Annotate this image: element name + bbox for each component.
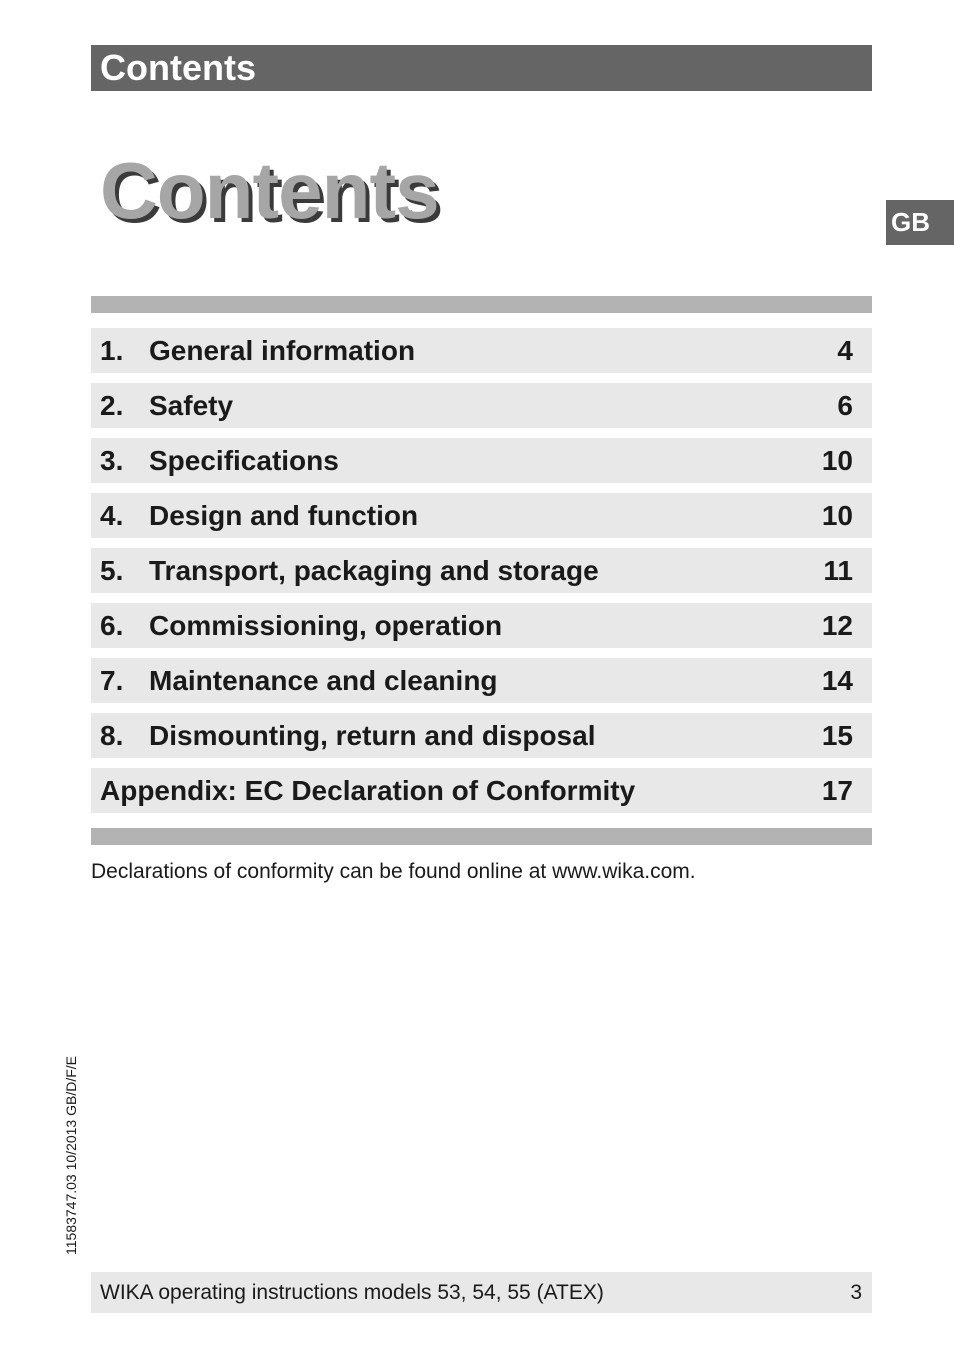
language-tab[interactable] — [886, 200, 954, 245]
toc-title: Transport, packaging and storage — [149, 555, 599, 586]
language-tab-label: GB — [891, 207, 930, 237]
page-footer — [91, 1272, 872, 1313]
toc-number: 1. — [100, 335, 124, 366]
toc-page-number: 14 — [821, 665, 853, 696]
toc-title: Specifications — [149, 445, 339, 476]
toc-row-design-and-function[interactable] — [91, 493, 872, 538]
document-code: 11583747.03 10/2013 GB/D/F/E — [63, 1056, 79, 1255]
toc-number: 2. — [100, 390, 124, 421]
toc-title: Commissioning, operation — [149, 610, 503, 641]
toc-top-rule — [91, 296, 872, 313]
section-header-title: Contents — [100, 47, 256, 88]
toc-title: Safety — [149, 390, 234, 421]
toc-bottom-rule — [91, 828, 872, 845]
conformity-note: Declarations of conformity can be found online at www.wika.com. — [91, 860, 696, 883]
toc-title: Dismounting, return and disposal — [149, 720, 596, 751]
toc-number: 3. — [100, 445, 124, 476]
toc-page-number: 11 — [823, 555, 853, 586]
toc-row-general-information[interactable] — [91, 328, 872, 373]
toc-title: Maintenance and cleaning — [149, 665, 498, 696]
toc-page-number: 15 — [821, 720, 853, 751]
toc-number: 8. — [100, 720, 124, 751]
toc-page-number: 12 — [821, 610, 853, 641]
toc-row-safety[interactable] — [91, 383, 872, 428]
toc-number: 5. — [100, 555, 124, 586]
page-title: Contents — [100, 146, 439, 235]
toc-row-transport[interactable] — [91, 548, 872, 593]
toc-number: 6. — [100, 610, 124, 641]
table-of-contents — [91, 328, 872, 823]
toc-row-maintenance[interactable] — [91, 658, 872, 703]
toc-row-specifications[interactable] — [91, 438, 872, 483]
toc-row-appendix[interactable] — [91, 768, 872, 813]
toc-title: Appendix: EC Declaration of Conformity — [100, 775, 636, 806]
footer-text: WIKA operating instructions models 53, 54, 55 (ATEX) — [100, 1281, 604, 1304]
toc-page-number: 10 — [821, 445, 853, 476]
toc-page-number: 6 — [837, 390, 853, 421]
toc-number: 4. — [100, 500, 124, 531]
toc-row-dismounting[interactable] — [91, 713, 872, 758]
footer-page-number: 3 — [850, 1281, 862, 1304]
toc-title: Design and function — [149, 500, 419, 531]
toc-number: 7. — [100, 665, 124, 696]
toc-title: General information — [149, 335, 416, 366]
toc-page-number: 4 — [837, 335, 853, 366]
toc-page-number: 17 — [821, 775, 853, 806]
toc-row-commissioning[interactable] — [91, 603, 872, 648]
section-header-bar — [91, 45, 872, 91]
toc-page-number: 10 — [821, 500, 853, 531]
